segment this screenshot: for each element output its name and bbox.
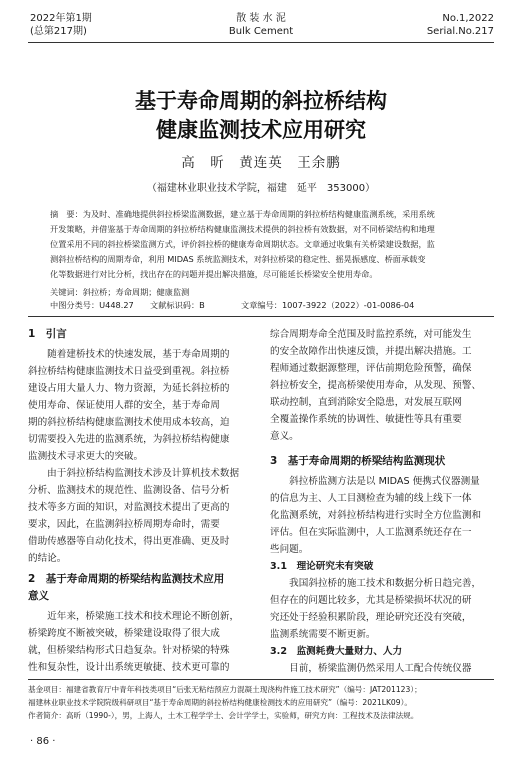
paragraph [28,346,254,465]
abstract-line: 位置采用不同的斜拉桥梁监测方式，评价斜拉桥的健康寿命周期状态。文章通过收集有关桥梁建设数据，监 [50,239,435,249]
footnote [28,683,498,722]
affiliation: （福建林业职业技术学院，福建 延平 353000） [146,183,376,194]
line: 切需要投入先进的监测系统，为斜拉桥结构健康 [28,434,230,445]
abstract-line: 测斜拉桥结构的周期寿命，利用 MIDAS 系统监测技术，对斜拉桥梁的稳定性、摇晃振感度、桥面承载变 [50,254,426,264]
abstract-line: 开发策略，并借鉴基于寿命周期的斜拉桥结构健康监测技术提供的斜拉桥有效数据，对不同桥梁结构和地理 [50,224,435,234]
abstract [50,207,480,282]
line: 化监测系统，对斜拉桥结构进行实时全方位监测和 [270,510,482,521]
abstract-line: 摘 要：为及时、准确地提供斜拉桥梁监测数据，建立基于寿命周期的斜拉桥结构健康监测系统，采用系统 [50,209,435,219]
line: 全覆盖操作系统的协调性、敏捷性等具有重要 [270,414,462,425]
line: 要求，因此，在监测斜拉桥周期寿命时，需要 [28,519,220,530]
line: 由于斜拉桥结构监测技术涉及计算机技术数据 [28,468,240,479]
title-line-1: 基于寿命周期的斜拉桥结构 [135,88,387,113]
line: 综合周期寿命全范围及时监控系统，对可能发生 [270,329,472,340]
line: 就，但桥梁结构形式日趋复杂。针对桥梁的特殊 [28,645,230,656]
line: 近年来，桥梁施工技术和技术理论不断创新， [28,611,240,622]
authors: 高 昕 黄连英 王余鹏 [181,155,341,171]
paragraph [270,473,496,558]
line: 性和复杂性，设计出系统更敏捷、技术更可靠的 [28,662,230,673]
line: 联动控制，直到消除安全隐患，对发展互联网 [270,397,462,408]
line: 的安全故障作出快速反馈，并提出解决措施。工 [270,346,472,357]
paragraph [270,660,496,677]
section-1-heading: 1 引言 [28,328,67,340]
line: 监测技术寻求更大的突破。 [28,451,144,462]
line: 随着建桥技术的快速发展，基于寿命周期的 [28,349,230,360]
line: 使用寿命、保证使用人群的安全，基于寿命周 [28,400,220,411]
total-issue: (总第217期) [30,26,87,37]
heading-line: 意义 [28,590,49,602]
section-3-heading: 3 基于寿命周期的桥梁结构监测现状 [270,455,446,467]
line: 评估。但在实际监测中，人工监测系统还存在一 [270,527,472,538]
paragraph [270,326,496,445]
subsection-3-1-heading: 3.1 理论研究未有突破 [270,561,374,572]
article-number: 文章编号：1007-3922（2022）-01-0086-04 [241,300,415,310]
paragraph [270,575,496,643]
line: 桥梁跨度不断被突破，桥梁建设取得了很大成 [28,628,220,639]
serial-number: Serial.No.217 [426,26,494,37]
line: 技术等多方面的知识，对监测技术提出了更高的 [28,502,230,513]
line: 些问题。 [270,544,309,555]
title-line-2: 健康监测技术应用研究 [156,117,366,142]
line: 斜拉桥安全，提高桥梁使用寿命，从发现、预警、 [270,380,482,391]
clc-number: 中图分类号：U448.27 [50,300,134,310]
classification-row [50,299,480,311]
serial-info [427,12,494,38]
abstract-rule [28,316,494,317]
line: 斜拉桥结构健康监测技术日益受到重视。斜拉桥 [28,366,230,377]
line: 的信息为主、人工目测检查为辅的线上线下一体 [270,493,472,504]
line: 借助传感器等自动化技术，得出更准确、更及时 [28,536,230,547]
abstract-line: 化等数据进行对比分析，找出存在的问题并提出解决措施，尽可能延长桥梁安全使用寿命。 [50,269,378,279]
left-column [28,326,254,676]
right-column [270,326,496,677]
line: 监测系统需要不断更新。 [270,629,376,640]
journal-cn: 散 装 水 泥 [236,13,286,24]
line: 我国斜拉桥的施工技术和数据分析日趋完善， [270,578,482,589]
article-title [0,86,522,144]
section-2-heading [28,571,254,605]
author-bio: 作者简介：高昕（1990-），男，上海人，土木工程学学士、会计学学士，实验师，研究方向：工程技术及法律法规。 [28,711,419,720]
page-number: · 86 · [30,736,56,747]
keywords: 关键词：斜拉桥；寿命周期；健康监测 [50,287,190,297]
journal-en: Bulk Cement [228,26,294,37]
line: 分析、监测技术的规范性、监测设备、信号分析 [28,485,230,496]
line: 意义。 [270,431,299,442]
paragraph [28,465,254,567]
funding-line: 基金项目：福建省教育厅中青年科技类项目“后张无粘结预应力混凝土现浇构件施工技术研究”（编号：JAT201123）； [28,685,422,694]
year-issue: 2022年第1期 [30,13,92,24]
document-code: 文献标识码：B [150,300,205,310]
line: 建设占用大量人力、物力资源，为延长斜拉桥的 [28,383,230,394]
line: 期的斜拉桥结构健康监测技术使用成本较高，迫 [28,417,230,428]
line: 的结论。 [28,553,67,564]
line: 斜拉桥监测方法是以 MIDAS 便携式仪器测量 [270,476,480,487]
heading-line: 2 基于寿命周期的桥梁结构监测技术应用 [28,573,225,585]
funding-line: 福建林业职业技术学院院级科研项目“基于寿命周期的斜拉桥结构健康检测技术的应用研究”（编号：2021LK09）。 [28,698,412,707]
issue-number: No.1,2022 [442,13,494,24]
paragraph [28,608,254,676]
line: 究还处于经验积累阶段，理论研究还没有突破， [270,612,472,623]
header-rule [28,42,494,43]
subsection-3-2-heading: 3.2 监测耗费大量财力、人力 [270,646,403,657]
footnote-rule [28,679,494,680]
line: 目前，桥梁监测仍然采用人工配合传统仪器 [270,663,472,674]
line: 程师通过数据源整理，评估前期危险预警，确保 [270,363,472,374]
line: 但存在的问题比较多，尤其是桥梁损坏状况的研 [270,595,472,606]
